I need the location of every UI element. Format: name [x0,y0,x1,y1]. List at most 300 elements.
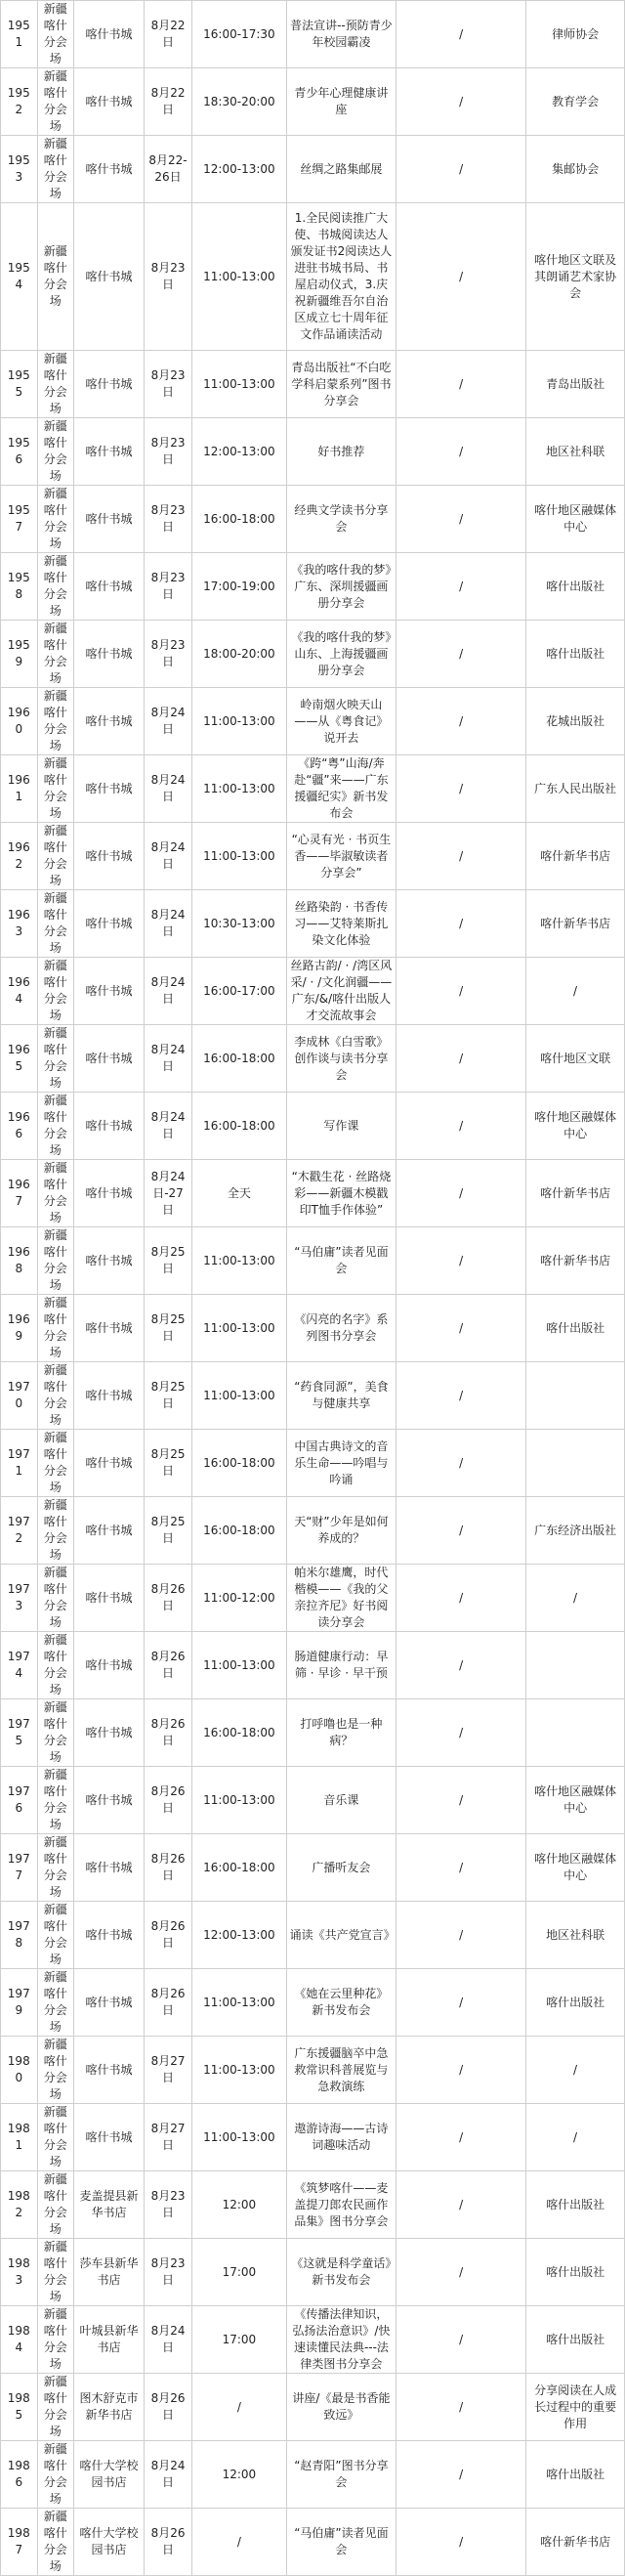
date-cell: 8月22日 [144,1,191,68]
time-cell: 16:00-18:00 [192,1699,286,1767]
date-cell: 8月26日 [144,1699,191,1767]
slash-cell: / [396,621,526,688]
venue-cell: 喀什书城 [74,1767,145,1834]
slash-cell: / [396,486,526,553]
organizer-cell: 新疆喀什分会场 [37,1969,74,2037]
time-cell: 12:00-13:00 [192,1902,286,1969]
venue-cell: 喀什书城 [74,1902,145,1969]
time-cell: 11:00-13:00 [192,2037,286,2104]
time-cell: 18:30-20:00 [192,68,286,136]
organizer-cell: 新疆喀什分会场 [37,2306,74,2374]
event-table-body [1,1,625,2576]
time-cell: 11:00-13:00 [192,688,286,755]
table-row [1,1497,625,1565]
organizer-cell: 新疆喀什分会场 [37,890,74,958]
date-cell: 8月26日 [144,1632,191,1699]
table-row [1,2374,625,2441]
time-cell: 12:00 [192,2441,286,2509]
date-cell: 8月23日 [144,2239,191,2306]
organizer-cell: 新疆喀什分会场 [37,1699,74,1767]
date-cell: 8月26日 [144,1767,191,1834]
organizer-cell: 新疆喀什分会场 [37,203,74,351]
partner-cell: 喀什新华书店 [526,823,625,890]
date-cell: 8月25日 [144,1362,191,1430]
organizer-cell: 新疆喀什分会场 [37,418,74,486]
slash-cell: / [396,1632,526,1699]
date-cell: 8月26日 [144,1902,191,1969]
table-row [1,823,625,890]
partner-cell: / [526,2037,625,2104]
organizer-cell: 新疆喀什分会场 [37,1430,74,1497]
row-id: 1956 [1,418,38,486]
row-id: 1984 [1,2306,38,2374]
time-cell: 17:00 [192,2239,286,2306]
row-id: 1978 [1,1902,38,1969]
partner-cell: 地区社科联 [526,418,625,486]
slash-cell: / [396,1362,526,1430]
partner-cell: / [526,1565,625,1632]
venue-cell: 喀什书城 [74,351,145,418]
table-row [1,1430,625,1497]
organizer-cell: 新疆喀什分会场 [37,1295,74,1362]
time-cell: / [192,2509,286,2576]
table-row [1,2239,625,2306]
time-cell: 16:00-18:00 [192,1093,286,1160]
title-cell: 丝绸之路集邮展 [286,136,396,203]
row-id: 1987 [1,2509,38,2576]
venue-cell: 喀什书城 [74,1969,145,2037]
venue-cell: 喀什书城 [74,68,145,136]
row-id: 1972 [1,1497,38,1565]
table-row [1,1093,625,1160]
venue-cell: 喀什书城 [74,1430,145,1497]
organizer-cell: 新疆喀什分会场 [37,1,74,68]
partner-cell: 集邮协会 [526,136,625,203]
title-cell: 《传播法律知识，弘扬法治意识》/快速读懂民法典---法律类图书分享会 [286,2306,396,2374]
date-cell: 8月26日 [144,1834,191,1902]
table-row [1,1699,625,1767]
time-cell: 12:00-13:00 [192,418,286,486]
venue-cell: 喀什书城 [74,890,145,958]
partner-cell: 青岛出版社 [526,351,625,418]
title-cell: “赵青阳”图书分享会 [286,2441,396,2509]
date-cell: 8月23日 [144,553,191,621]
organizer-cell: 新疆喀什分会场 [37,136,74,203]
partner-cell: 地区社科联 [526,1902,625,1969]
organizer-cell: 新疆喀什分会场 [37,2441,74,2509]
time-cell: 11:00-13:00 [192,823,286,890]
venue-cell: 喀什书城 [74,1632,145,1699]
time-cell: 16:00-18:00 [192,1025,286,1093]
row-id: 1977 [1,1834,38,1902]
slash-cell: / [396,203,526,351]
date-cell: 8月26日 [144,1969,191,2037]
row-id: 1968 [1,1227,38,1295]
venue-cell: 喀什书城 [74,2037,145,2104]
venue-cell: 喀什书城 [74,755,145,823]
title-cell: 好书推荐 [286,418,396,486]
slash-cell: / [396,958,526,1025]
slash-cell: / [396,351,526,418]
organizer-cell: 新疆喀什分会场 [37,755,74,823]
slash-cell: / [396,1969,526,2037]
time-cell: 11:00-13:00 [192,203,286,351]
venue-cell: 喀什书城 [74,1834,145,1902]
slash-cell: / [396,418,526,486]
title-cell: 普法宣讲--预防青少年校园霸凌 [286,1,396,68]
title-cell: 岭南烟火映天山——从《粤食记》说开去 [286,688,396,755]
row-id: 1966 [1,1093,38,1160]
title-cell: 音乐课 [286,1767,396,1834]
title-cell: 《这就是科学童话》新书发布会 [286,2239,396,2306]
venue-cell: 喀什大学校园书店 [74,2509,145,2576]
time-cell: 16:00-18:00 [192,486,286,553]
date-cell: 8月25日 [144,1295,191,1362]
partner-cell: 喀什出版社 [526,1295,625,1362]
partner-cell: 喀什地区融媒体中心 [526,1834,625,1902]
title-cell: 《我的喀什我的梦》广东、深圳援疆画册分享会 [286,553,396,621]
organizer-cell: 新疆喀什分会场 [37,621,74,688]
venue-cell: 喀什书城 [74,1699,145,1767]
time-cell: 16:00-17:00 [192,958,286,1025]
partner-cell: 广东人民出版社 [526,755,625,823]
date-cell: 8月27日 [144,2037,191,2104]
venue-cell: 喀什书城 [74,1565,145,1632]
venue-cell: 喀什书城 [74,2104,145,2171]
date-cell: 8月23日 [144,621,191,688]
table-row [1,1227,625,1295]
partner-cell: 喀什地区文联及其朗诵艺术家协会 [526,203,625,351]
slash-cell: / [396,2306,526,2374]
venue-cell: 喀什书城 [74,621,145,688]
date-cell: 8月23日 [144,351,191,418]
venue-cell: 喀什书城 [74,486,145,553]
date-cell: 8月24日 [144,1093,191,1160]
table-row [1,486,625,553]
row-id: 1986 [1,2441,38,2509]
time-cell: 11:00-13:00 [192,1767,286,1834]
row-id: 1980 [1,2037,38,2104]
row-id: 1959 [1,621,38,688]
venue-cell: 叶城县新华书店 [74,2306,145,2374]
organizer-cell: 新疆喀什分会场 [37,958,74,1025]
partner-cell [526,1632,625,1699]
title-cell: “木戳生花 · 丝路烧彩——新疆木模戳印T恤手作体验” [286,1160,396,1227]
date-cell: 8月23日 [144,418,191,486]
partner-cell: 喀什出版社 [526,553,625,621]
slash-cell: / [396,1025,526,1093]
organizer-cell: 新疆喀什分会场 [37,1632,74,1699]
row-id: 1969 [1,1295,38,1362]
row-id: 1982 [1,2171,38,2239]
time-cell: 12:00 [192,2171,286,2239]
venue-cell: 麦盖提县新华书店 [74,2171,145,2239]
title-cell: 天“财”少年是如何养成的？ [286,1497,396,1565]
table-row [1,553,625,621]
organizer-cell: 新疆喀什分会场 [37,1902,74,1969]
venue-cell: 喀什书城 [74,688,145,755]
table-row [1,136,625,203]
row-id: 1951 [1,1,38,68]
organizer-cell: 新疆喀什分会场 [37,1565,74,1632]
partner-cell: 喀什地区融媒体中心 [526,1093,625,1160]
time-cell: 11:00-13:00 [192,755,286,823]
venue-cell: 喀什书城 [74,958,145,1025]
title-cell: 青岛出版社“不白吃学科启蒙系列”图书分享会 [286,351,396,418]
date-cell: 8月22日 [144,68,191,136]
partner-cell: 喀什新华书店 [526,1227,625,1295]
time-cell: / [192,2374,286,2441]
title-cell: 遨游诗海——古诗词趣味活动 [286,2104,396,2171]
title-cell: 讲座/《最是书香能致远》 [286,2374,396,2441]
row-id: 1973 [1,1565,38,1632]
row-id: 1985 [1,2374,38,2441]
slash-cell: / [396,1834,526,1902]
partner-cell [526,1699,625,1767]
title-cell: 《跨“粤”山海/奔赴“疆”来——广东援疆纪实》新书发布会 [286,755,396,823]
slash-cell: / [396,2104,526,2171]
organizer-cell: 新疆喀什分会场 [37,553,74,621]
title-cell: 《她在云里种花》新书发布会 [286,1969,396,2037]
organizer-cell: 新疆喀什分会场 [37,1227,74,1295]
title-cell: 丝路染韵 · 书香传习——艾特莱斯扎染文化体验 [286,890,396,958]
table-row [1,688,625,755]
time-cell: 全天 [192,1160,286,1227]
slash-cell: / [396,2171,526,2239]
row-id: 1967 [1,1160,38,1227]
date-cell: 8月24日 [144,2441,191,2509]
partner-cell: 喀什出版社 [526,2441,625,2509]
venue-cell: 喀什书城 [74,1025,145,1093]
organizer-cell: 新疆喀什分会场 [37,2037,74,2104]
time-cell: 17:00 [192,2306,286,2374]
partner-cell: 喀什出版社 [526,2239,625,2306]
time-cell: 16:00-18:00 [192,1430,286,1497]
slash-cell: / [396,1,526,68]
table-row [1,958,625,1025]
time-cell: 16:00-18:00 [192,1834,286,1902]
date-cell: 8月27日 [144,2104,191,2171]
partner-cell: 喀什新华书店 [526,2509,625,2576]
table-row [1,1565,625,1632]
table-row [1,2171,625,2239]
venue-cell: 喀什书城 [74,203,145,351]
row-id: 1970 [1,1362,38,1430]
slash-cell: / [396,1565,526,1632]
partner-cell [526,1430,625,1497]
partner-cell: 喀什地区融媒体中心 [526,1767,625,1834]
partner-cell: 花城出版社 [526,688,625,755]
partner-cell: 广东经济出版社 [526,1497,625,1565]
organizer-cell: 新疆喀什分会场 [37,351,74,418]
row-id: 1953 [1,136,38,203]
organizer-cell: 新疆喀什分会场 [37,1160,74,1227]
partner-cell: 律师协会 [526,1,625,68]
row-id: 1971 [1,1430,38,1497]
slash-cell: / [396,1430,526,1497]
venue-cell: 莎车县新华书店 [74,2239,145,2306]
table-row [1,2104,625,2171]
table-row [1,2509,625,2576]
venue-cell: 喀什书城 [74,418,145,486]
venue-cell: 喀什书城 [74,1093,145,1160]
organizer-cell: 新疆喀什分会场 [37,2104,74,2171]
slash-cell: / [396,136,526,203]
table-row [1,890,625,958]
partner-cell: 分享阅读在人成长过程中的重要作用 [526,2374,625,2441]
table-row [1,1362,625,1430]
row-id: 1964 [1,958,38,1025]
organizer-cell: 新疆喀什分会场 [37,1834,74,1902]
slash-cell: / [396,823,526,890]
organizer-cell: 新疆喀什分会场 [37,486,74,553]
title-cell: 打呼噜也是一种病？ [286,1699,396,1767]
table-row [1,418,625,486]
row-id: 1955 [1,351,38,418]
title-cell: 中国古典诗文的音乐生命——吟唱与吟诵 [286,1430,396,1497]
venue-cell: 喀什大学校园书店 [74,2441,145,2509]
time-cell: 16:00-18:00 [192,1497,286,1565]
venue-cell: 喀什书城 [74,1497,145,1565]
time-cell: 10:30-13:00 [192,890,286,958]
title-cell: 肠道健康行动：早筛 · 早诊 · 早干预 [286,1632,396,1699]
slash-cell: / [396,1699,526,1767]
date-cell: 8月24日 [144,755,191,823]
title-cell: 写作课 [286,1093,396,1160]
organizer-cell: 新疆喀什分会场 [37,1093,74,1160]
date-cell: 8月26日 [144,1565,191,1632]
slash-cell: / [396,688,526,755]
title-cell: 《闪亮的名字》系列图书分享会 [286,1295,396,1362]
date-cell: 8月23日 [144,203,191,351]
organizer-cell: 新疆喀什分会场 [37,1025,74,1093]
row-id: 1965 [1,1025,38,1093]
partner-cell: 教育学会 [526,68,625,136]
date-cell: 8月24日-27日 [144,1160,191,1227]
title-cell: 1.全民阅读推广大使、书城阅读达人颁发证书2阅读达人进驻书城书局、书屋启动仪式，3.庆祝新疆维吾尔自治区成立七十周年征文作品诵读活动 [286,203,396,351]
partner-cell: 喀什地区文联 [526,1025,625,1093]
slash-cell: / [396,1295,526,1362]
slash-cell: / [396,553,526,621]
date-cell: 8月24日 [144,688,191,755]
table-row [1,1969,625,2037]
table-row [1,68,625,136]
time-cell: 16:00-17:30 [192,1,286,68]
slash-cell: / [396,2509,526,2576]
title-cell: 广播听友会 [286,1834,396,1902]
time-cell: 11:00-13:00 [192,351,286,418]
table-row [1,2441,625,2509]
organizer-cell: 新疆喀什分会场 [37,2509,74,2576]
date-cell: 8月24日 [144,2306,191,2374]
row-id: 1958 [1,553,38,621]
time-cell: 11:00-13:00 [192,1969,286,2037]
venue-cell: 喀什书城 [74,1295,145,1362]
slash-cell: / [396,890,526,958]
partner-cell: 喀什出版社 [526,621,625,688]
partner-cell: / [526,2104,625,2171]
slash-cell: / [396,1767,526,1834]
table-row [1,1902,625,1969]
row-id: 1963 [1,890,38,958]
slash-cell: / [396,1227,526,1295]
slash-cell: / [396,2441,526,2509]
time-cell: 11:00-13:00 [192,1227,286,1295]
title-cell: “药食同源”，美食与健康共享 [286,1362,396,1430]
title-cell: “马伯庸”读者见面会 [286,1227,396,1295]
date-cell: 8月23日 [144,2171,191,2239]
title-cell: 经典文学读书分享会 [286,486,396,553]
title-cell: 诵读《共产党宣言》 [286,1902,396,1969]
row-id: 1974 [1,1632,38,1699]
slash-cell: / [396,1160,526,1227]
slash-cell: / [396,2037,526,2104]
title-cell: 广东援疆脑卒中急救常识科普展览与急救演练 [286,2037,396,2104]
venue-cell: 喀什书城 [74,1362,145,1430]
slash-cell: / [396,1902,526,1969]
organizer-cell: 新疆喀什分会场 [37,2374,74,2441]
organizer-cell: 新疆喀什分会场 [37,1767,74,1834]
partner-cell: / [526,958,625,1025]
table-row [1,1,625,68]
organizer-cell: 新疆喀什分会场 [37,2239,74,2306]
time-cell: 11:00-13:00 [192,1362,286,1430]
venue-cell: 喀什书城 [74,136,145,203]
table-row [1,1834,625,1902]
organizer-cell: 新疆喀什分会场 [37,68,74,136]
table-row [1,755,625,823]
time-cell: 17:00-19:00 [192,553,286,621]
row-id: 1981 [1,2104,38,2171]
organizer-cell: 新疆喀什分会场 [37,688,74,755]
slash-cell: / [396,1093,526,1160]
date-cell: 8月26日 [144,2509,191,2576]
title-cell: 帕米尔雄鹰，时代楷模——《我的父亲拉齐尼》好书阅读分享会 [286,1565,396,1632]
time-cell: 12:00-13:00 [192,136,286,203]
partner-cell: 喀什新华书店 [526,1160,625,1227]
time-cell: 11:00-13:00 [192,2104,286,2171]
title-cell: “马伯庸”读者见面会 [286,2509,396,2576]
date-cell: 8月24日 [144,823,191,890]
row-id: 1952 [1,68,38,136]
organizer-cell: 新疆喀什分会场 [37,2171,74,2239]
partner-cell [526,1362,625,1430]
slash-cell: / [396,68,526,136]
date-cell: 8月23日 [144,486,191,553]
organizer-cell: 新疆喀什分会场 [37,1362,74,1430]
date-cell: 8月24日 [144,958,191,1025]
table-row [1,2037,625,2104]
time-cell: 11:00-13:00 [192,1295,286,1362]
title-cell: “心灵有光 · 书页生香——毕淑敏读者分享会” [286,823,396,890]
table-row [1,203,625,351]
partner-cell: 喀什地区融媒体中心 [526,486,625,553]
table-row [1,2306,625,2374]
table-row [1,1025,625,1093]
row-id: 1954 [1,203,38,351]
slash-cell: / [396,755,526,823]
row-id: 1957 [1,486,38,553]
date-cell: 8月26日 [144,2374,191,2441]
date-cell: 8月24日 [144,1025,191,1093]
table-row [1,1767,625,1834]
organizer-cell: 新疆喀什分会场 [37,823,74,890]
date-cell: 8月24日 [144,890,191,958]
time-cell: 11:00-13:00 [192,1632,286,1699]
partner-cell: 喀什出版社 [526,1969,625,2037]
organizer-cell: 新疆喀什分会场 [37,1497,74,1565]
venue-cell: 图木舒克市新华书店 [74,2374,145,2441]
